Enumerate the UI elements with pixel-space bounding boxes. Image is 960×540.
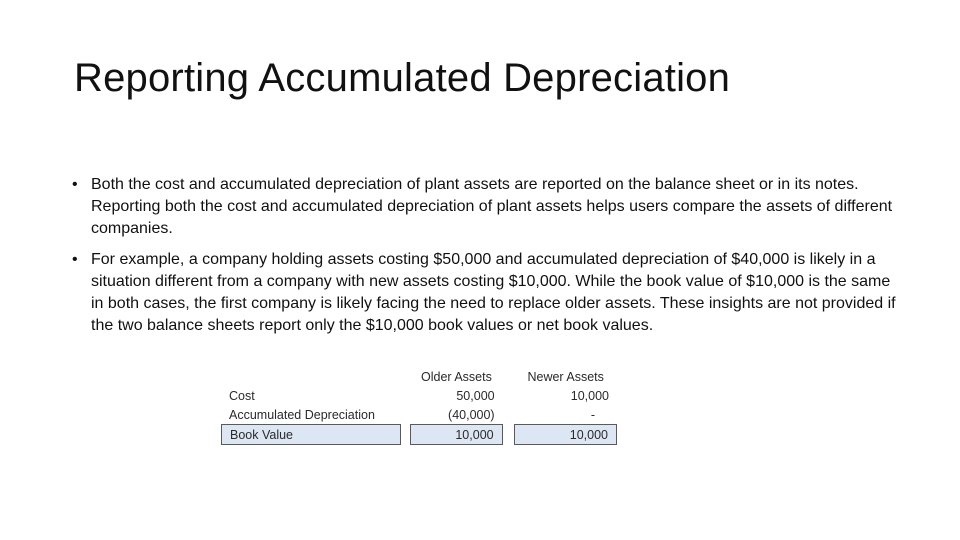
depreciation-table [221, 367, 617, 445]
older-value: 10,000 [410, 424, 502, 445]
header-older-assets: Older Assets [421, 369, 492, 384]
row-label: Book Value [221, 424, 401, 445]
slide-title: Reporting Accumulated Depreciation [74, 56, 731, 100]
row-label: Accumulated Depreciation [229, 407, 375, 422]
newer-value: - [590, 407, 595, 422]
newer-value: 10,000 [514, 424, 617, 445]
bullet-text: Both the cost and accumulated depreciation of plant assets are reported on the balance sheet or in its notes. Reporting both the cost and accumulated depreciation of plant assets helps users compare the assets of different companies. [91, 176, 893, 237]
bullet-item [70, 249, 900, 337]
bullet-item [70, 174, 900, 240]
bullet-list [70, 174, 900, 337]
bullet-marker: • [72, 251, 78, 268]
header-label-cell [221, 367, 401, 386]
comparison-table [221, 367, 617, 445]
table-row [221, 405, 617, 424]
older-value: 50,000 [456, 388, 495, 403]
bullet-text: For example, a company holding assets costing $50,000 and accumulated depreciation of $40,000 is likely in a situation different from a company with new assets costing $10,000. While the book value of $10,000 is the same in both cases, the first company is likely facing the need to replace older assets. These insights are not provided if the two balance sheets report only the $10,000 book values or net book values. [91, 251, 896, 334]
header-newer-assets: Newer Assets [527, 369, 604, 384]
older-value: (40,000) [448, 407, 495, 422]
newer-value: 10,000 [570, 388, 609, 403]
bullet-marker: • [72, 176, 78, 193]
table-row [221, 386, 617, 405]
table-header-row [221, 367, 617, 386]
row-label: Cost [229, 388, 255, 403]
table-row-highlighted [221, 424, 617, 445]
